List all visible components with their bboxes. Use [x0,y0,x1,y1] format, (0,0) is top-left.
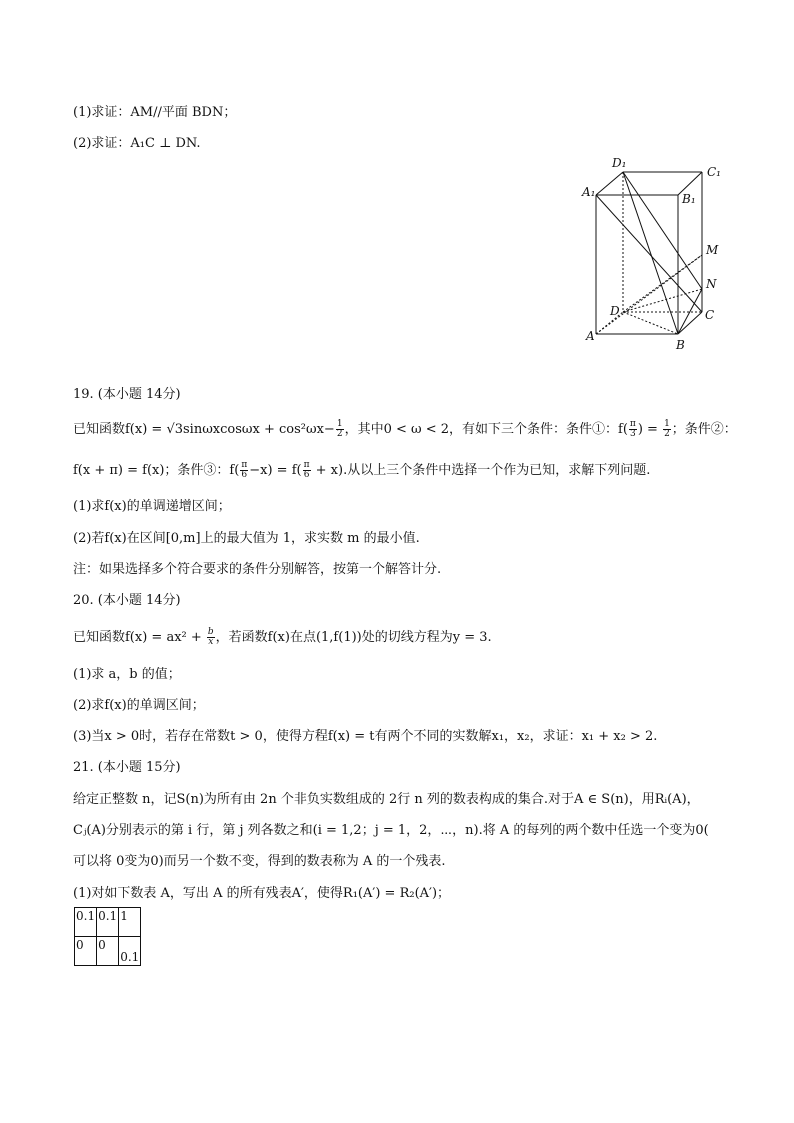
label-c: C [705,308,715,322]
q19-header: 19. (本小题 14分) [73,387,181,402]
q19-stem-line2: f(x + π) = f(x)；条件③：f( $\frac{\pi}{6}$ −x) = f( $\frac{\pi}{6}$ + x).从以上三个条件中选择一个作为已知，求解下列问题. [73,460,651,480]
table-cell: 0.1 [119,937,141,966]
label-m: M [706,243,719,257]
q20-stem: 已知函数f(x) = ax² + $\frac{b}{x}$ ，若函数f(x)在点(1,f(1))处的切线方程为y = 3. [73,627,492,647]
table-cell: 0.1 [75,908,97,937]
q20-part3: (3)当x > 0时，若存在常数t > 0，使得方程f(x) = t有两个不同的实数解x₁，x₂，求证：x₁ + x₂ > 2. [73,729,658,744]
table-cell: 0 [75,937,97,966]
table-row [75,908,141,937]
q18-part1: (1)求证：AM//平面 BDN； [73,105,237,120]
q20-part1: (1)求 a，b 的值； [73,667,181,682]
q21-line3: 可以将 0变为0)而另一个数不变，得到的数表称为 A 的一个残表. [73,854,446,869]
label-c1: C₁ [707,165,721,179]
label-n: N [706,277,717,291]
label-a1: A₁ [582,185,596,199]
q21-line1: 给定正整数 n，记S(n)为所有由 2n 个非负实数组成的 2行 n 列的数表构成的集合.对于A ∈ S(n)，用Rᵢ(A)， [73,792,700,807]
number-table-a [74,907,141,966]
q19-note: 注：如果选择多个符合要求的条件分别解答，按第一个解答计分. [73,562,442,577]
table-cell: 1 [119,908,141,937]
q21-part1: (1)对如下数表 A，写出 A 的所有残表A′，使得R₁(A′) = R₂(A′)； [73,886,451,901]
q21-line2: Cⱼ(A)分别表示的第 i 行，第 j 列各数之和(i = 1,2；j = 1，2，⋯，n).将 A 的每列的两个数中任选一个变为0( [73,823,709,838]
q19-part1: (1)求f(x)的单调递增区间； [73,499,231,514]
q20-header: 20. (本小题 14分) [73,593,181,608]
label-b1: B₁ [682,192,696,206]
table-cell: 0 [97,937,119,966]
label-b: B [676,338,685,352]
q21-header: 21. (本小题 15分) [73,760,181,775]
q18-part2: (2)求证：A₁C ⊥ DN. [73,136,201,151]
prism-figure [578,152,728,357]
label-d: D [610,304,620,318]
table-cell: 0.1 [97,908,119,937]
table-row [75,937,141,966]
q19-part2: (2)若f(x)在区间[0,m]上的最大值为 1，求实数 m 的最小值. [73,531,420,546]
q19-stem-line1: 已知函数f(x) = √3sinωxcosωx + cos²ωx− $\frac{1}{2}$ ，其中0 < ω < 2，有如下三个条件：条件①：f( $\frac{\pi}{3}$ ) = $\frac{1}{2}$ ；条件②： [73,419,737,439]
q20-part2: (2)求f(x)的单调区间； [73,698,205,713]
label-a: A [586,329,595,343]
label-d1: D₁ [612,156,627,170]
